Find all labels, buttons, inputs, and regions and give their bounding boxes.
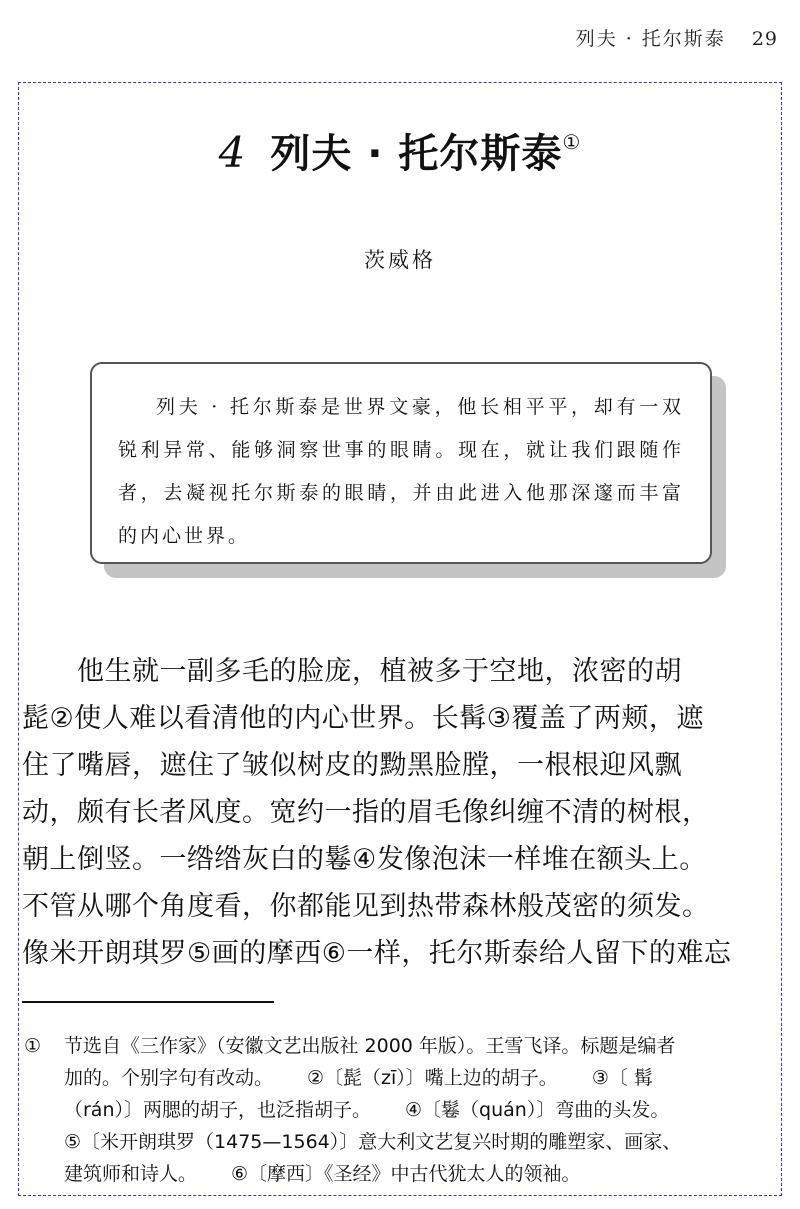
footnote-5 [64, 1126, 786, 1158]
page-title [0, 122, 800, 179]
footnote-1-marker: ① [24, 1035, 42, 1057]
footnote-2: ②〔髭（zī）〕嘴上边的胡子。 [307, 1067, 558, 1089]
footnote-6: ⑥〔摩西〕《圣经》中古代犹太人的领袖。 [231, 1163, 581, 1185]
title-footnote-mark: ① [562, 130, 582, 154]
body-line: 髭②使人难以看清他的内心世界。长髯③覆盖了两颊，遮 [22, 703, 704, 734]
running-header-title: 列夫 · 托尔斯泰 [575, 28, 726, 50]
footnote-text: ⑤〔米开朗琪罗（1475—1564）〕意大利文艺复兴时期的雕塑家、画家、 [64, 1131, 682, 1153]
body-text [22, 648, 792, 977]
footnote-text: 节选自《三作家》（安徽文艺出版社 2000 年版）。王雪飞译。标题是编者 [64, 1035, 676, 1057]
footnote-text: 加的。个别字句有改动。 [64, 1067, 274, 1089]
footnotes [24, 1030, 786, 1190]
footnote-5-end: 建筑师和诗人。 [64, 1163, 198, 1185]
lesson-number: 4 [218, 128, 247, 177]
footnote-divider [22, 1001, 274, 1003]
author: 茨威格 [364, 248, 436, 272]
running-header [576, 24, 778, 51]
body-line: 朝上倒竖。一绺绺灰白的鬈④发像泡沫一样堆在额头上。 [22, 844, 707, 875]
footnote-3-start: ③〔 髯 [591, 1067, 653, 1089]
footnote-4: ④〔鬈（quán）〕弯曲的头发。 [405, 1099, 670, 1121]
title-text: 列夫 · 托尔斯泰 [270, 131, 563, 177]
page-number: 29 [751, 28, 778, 50]
footnote-line [64, 1062, 786, 1094]
body-line: 不管从哪个角度看，你都能见到热带森林般茂密的须发。 [22, 891, 710, 922]
body-line: 住了嘴唇，遮住了皱似树皮的黝黑脸膛，一根根迎风飘 [22, 750, 682, 781]
footnote-line [64, 1158, 786, 1190]
footnote-line [64, 1094, 786, 1126]
intro-text: 列夫 · 托尔斯泰是世界文豪，他长相平平，却有一双锐利异常、能够洞察世事的眼睛。现在，就让我们跟随作者，去凝视托尔斯泰的眼睛，并由此进入他那深邃而丰富的内心世界。 [118, 396, 684, 547]
footnote-3-end: （rán）〕两腮的胡子，也泛指胡子。 [64, 1099, 371, 1121]
body-line: 动，颇有长者风度。宽约一指的眉毛像纠缠不清的树根， [22, 797, 710, 828]
body-line: 像米开朗琪罗⑤画的摩西⑥一样，托尔斯泰给人留下的难忘 [22, 938, 732, 969]
footnote-1 [24, 1030, 786, 1062]
body-line: 他生就一副多毛的脸庞，植被多于空地，浓密的胡 [22, 656, 682, 687]
intro-box [90, 362, 712, 564]
